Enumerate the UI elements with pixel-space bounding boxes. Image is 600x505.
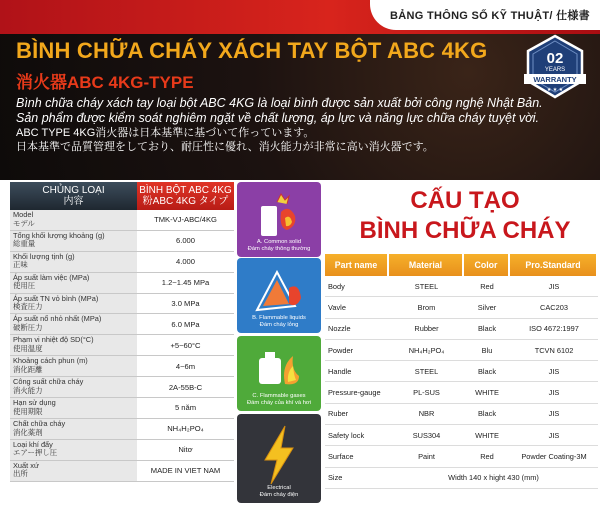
spec-value: 1.2~1.45 MPa [137,273,234,293]
spec-row [10,231,234,252]
spec-label-jp: 検査圧力 [13,302,43,312]
spec-value: +5~60°C [137,335,234,355]
spec-row [10,377,234,398]
class-a-card [237,182,321,257]
parts-size-row [325,468,598,489]
part-material: NH₄H₂PO₄ [408,345,445,355]
spec-label-jp: 使用温度 [13,343,43,353]
spec-label-jp: 総重量 [13,239,36,249]
spec-label-jp: 使用圧 [13,281,36,291]
part-standard: JIS [548,388,560,398]
spec-label [10,461,137,481]
spec-label [10,398,137,418]
parts-rows [325,276,598,468]
spec-label-vi: Chất chữa cháy [13,418,66,428]
spec-header-type-jp: 内容 [63,196,84,207]
spec-label [10,231,137,251]
spec-row [10,419,234,440]
spec-table-header [10,182,234,210]
intro-line: Sản phẩm được kiểm soát nghiêm ngặt về chất lượng, áp lực và năng lực chữa cháy tuyệt vời. [16,111,539,125]
spec-value: 4.000 [137,252,234,272]
size-value: Width 140 x hight 430 (mm) [448,473,539,483]
class-label-en: C. Flammable gases [252,393,306,399]
part-color: WHITE [475,388,499,398]
spec-label-jp: 出所 [13,469,28,479]
part-material: Rubber [414,324,439,334]
class-label-vi: Đám cháy lỏng [259,322,299,328]
badge-ribbon: WARRANTY [533,75,577,84]
badge-number: 02 [546,50,564,67]
spec-label-vi: Áp suất làm việc (MPa) [13,272,90,282]
class-electrical-label [237,485,321,499]
part-material: STEEL [414,366,439,376]
structure-title-line1: CẤU TẠO [410,187,520,214]
svg-text:★ ★ ★: ★ ★ ★ [546,87,564,93]
spec-label-vi: Xuất xứ [13,460,39,470]
spec-label-vi: Tổng khối lượng khoảng (g) [13,230,105,240]
parts-row [325,404,598,425]
spec-value: 6.0 MPa [137,314,234,334]
spec-label-jp: 正味 [13,260,28,270]
spec-label [10,440,137,460]
class-label-en: A. Common solid [256,239,302,245]
part-standard: JIS [548,430,560,440]
page-subtitle-jp: 消火器ABC 4KG-TYPE [16,73,194,92]
part-standard: ISO 4672:1997 [529,324,579,334]
spec-row [10,210,234,231]
spec-label-vi: Áp suất nổ nhỏ nhất (MPa) [13,314,102,324]
part-material: Paint [418,452,435,462]
part-material: Brom [417,302,436,312]
part-material: STEEL [414,281,439,291]
class-c-card [237,336,321,411]
spec-value: 6.000 [137,231,234,251]
spec-header-product [137,182,234,210]
parts-row [325,382,598,403]
spec-row [10,440,234,461]
class-c-label [237,393,321,407]
intro-text [16,96,586,154]
structure-title-line2: BÌNH CHỮA CHÁY [359,217,571,244]
spec-value: MADE IN VIET NAM [137,461,234,481]
spec-label-vi: Model [13,210,34,219]
spec-row [10,461,234,482]
spec-label-jp: 消化距離 [13,364,43,374]
badge-years: YEARS [544,67,566,73]
structure-title [330,186,600,246]
class-label-en: Electrical [267,485,291,491]
spec-rows [10,210,234,482]
spec-label [10,210,137,230]
spec-label [10,356,137,376]
part-material: NBR [418,409,435,419]
class-label-vi: Đám cháy điện [259,492,299,498]
parts-row [325,297,598,318]
parts-header-material: Material [389,254,464,276]
spec-header-product-jp: 粉ABC 4KG タイプ [142,196,229,207]
spec-row [10,398,234,419]
parts-header-color: Color [464,254,510,276]
spec-label-vi: Loại khí đẩy [13,439,53,449]
parts-header-standard: Pro.Standard [510,254,598,276]
spec-row [10,335,234,356]
class-electrical-card [237,414,321,503]
spec-label [10,294,137,314]
part-color: Red [480,452,494,462]
spec-row [10,356,234,377]
part-standard: TCVN 6102 [534,345,574,355]
part-color: Silver [477,302,497,312]
part-name: Powder [328,345,354,355]
spec-header-product-vi: BÌNH BỘT ABC 4KG [139,185,232,196]
spec-label-jp: 消化薬剤 [13,427,43,437]
spec-row [10,273,234,294]
spec-row [10,294,234,315]
spec-value: Nitơ [137,440,234,460]
spec-row [10,314,234,335]
spec-row [10,252,234,273]
spec-label-jp: 破断圧力 [13,323,43,333]
class-label-en: B. Flammable liquids [252,315,306,321]
part-name: Handle [328,366,352,376]
part-standard: JIS [548,281,560,291]
spec-label-vi: Khối lượng tịnh (g) [13,251,75,261]
part-name: Body [328,281,345,291]
parts-row [325,319,598,340]
size-label: Size [328,473,343,483]
part-standard: JIS [548,409,560,419]
spec-label-vi: Khoảng cách phun (m) [13,356,88,366]
class-label-vi: Đám cháy thông thường [247,246,311,252]
parts-row [325,446,598,467]
part-name: Pressure-gauge [328,388,381,398]
parts-table-header [325,254,598,276]
part-color: Black [477,366,497,376]
spec-header-type-vi: CHỦNG LOẠI [42,185,105,196]
class-b-card [237,258,321,333]
part-name: Nozzle [328,324,351,334]
parts-row [325,340,598,361]
spec-label-jp: 使用期限 [13,406,43,416]
page-title: BÌNH CHỮA CHÁY XÁCH TAY BỘT ABC 4KG [16,38,488,63]
part-material: SUS304 [412,430,441,440]
part-name: Safety lock [328,430,365,440]
parts-row [325,425,598,446]
part-standard: Powder Coating-3M [521,452,587,462]
spec-value: 5 năm [137,398,234,418]
class-a-label [237,239,321,253]
spec-label-vi: Hạn sử dụng [13,398,56,408]
intro-line: ABC TYPE 4KG消火器は日本基準に基づいて作っています。 [16,127,315,139]
spec-label [10,252,137,272]
part-name: Surface [328,452,354,462]
spec-label [10,314,137,334]
intro-line: Bình chữa cháy xách tay loại bột ABC 4KG là loại bình được sản xuất bởi công nghệ Nhật Bản. [16,96,543,110]
class-label-vi: Đám cháy của khí và hơi [246,400,312,406]
spec-value: 3.0 MPa [137,294,234,314]
spec-label-jp: モデル [13,218,35,228]
spec-label-jp: エアー押し圧 [13,448,58,458]
spec-label-vi: Áp suất TN vỏ bình (MPa) [13,293,99,303]
spec-label-jp: 消火能力 [13,385,43,395]
parts-header-part: Part name [325,254,389,276]
spec-table [10,182,234,503]
spec-sheet-label: BẢNG THÔNG SỐ KỸ THUẬT/ 仕様書 [390,10,590,22]
spec-value: 4~6m [137,356,234,376]
part-color: Black [477,409,497,419]
part-standard: JIS [548,366,560,376]
intro-line: 日本基準で品質管理をしており、耐圧性に優れ、消火能力が非常に高い消火器です。 [16,141,434,153]
spec-label-vi: Phạm vi nhiệt độ SD(°C) [13,335,94,345]
warranty-badge-icon [522,34,588,100]
part-name: Vavle [328,302,346,312]
part-color: Red [480,281,494,291]
parts-row [325,361,598,382]
spec-value: NH₄H₂PO₄ [137,419,234,439]
spec-label [10,377,137,397]
class-b-label [237,315,321,329]
spec-sheet-tab [370,0,600,30]
part-color: Black [477,324,497,334]
part-color: WHITE [475,430,499,440]
part-color: Blu [481,345,493,355]
spec-value: 2A-55B-C [137,377,234,397]
spec-label [10,273,137,293]
spec-header-type [10,182,137,210]
part-material: PL-SUS [413,388,440,398]
part-name: Ruber [328,409,349,419]
header-banner [0,0,600,180]
spec-value: TMK-VJ-ABC/4KG [137,210,234,230]
parts-table [325,254,598,489]
spec-label-vi: Công suất chữa cháy [13,377,84,387]
spec-label [10,419,137,439]
part-standard: CAC203 [540,302,568,312]
parts-row [325,276,598,297]
spec-label [10,335,137,355]
